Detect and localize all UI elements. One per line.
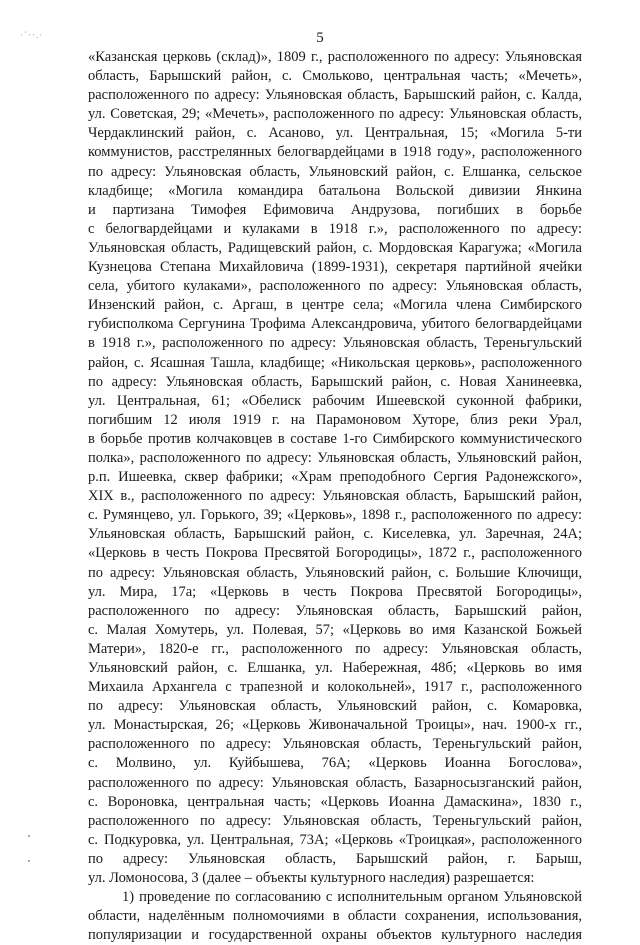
text-line: кладбище; «Могила командира батальона Вольской дивизии Янкина (88, 182, 582, 199)
scan-artifact: ·´··.· (20, 30, 44, 40)
text-line: расположенного по адресу: Ульяновская область, Барышский район, с. Калда, (88, 87, 582, 104)
text-line: ул. Монастырская, 26; «Церковь Живоначальной Троицы», нач. 1900-х гг., (88, 717, 582, 734)
text-line: в 1918 г.», расположенного по адресу: Ульяновская область, Тереньгульский (88, 335, 582, 352)
text-line: по адресу: Ульяновская область, Ульяновский район, с. Большие Ключищи, (88, 564, 582, 581)
text-line: «Церковь в честь Покрова Пресвятой Богородицы», 1872 г., расположенного (88, 545, 582, 562)
text-line: погибшим 12 июля 1919 г. на Парамоновом Хуторе, близ реки Урал, (88, 411, 582, 428)
text-line: ул. Советская, 29; «Мечеть», расположенного по адресу: Ульяновская область, (88, 106, 582, 123)
margin-mark (28, 860, 30, 862)
text-line: полка», расположенного по адресу: Ульяновская область, Ульяновский район, (88, 449, 582, 466)
text-line: в борьбе против колчаковцев в составе 1-го Симбирского коммунистического (88, 430, 582, 447)
text-line: Чердаклинский район, с. Асаново, ул. Центральная, 15; «Могила 5-ти (88, 125, 582, 142)
text-line: р.п. Ишеевка, сквер фабрики; «Храм преподобного Сергия Радонежского», (88, 469, 582, 486)
text-line: Матери», 1820-е гг., расположенного по адресу: Ульяновская область, (88, 640, 582, 657)
text-line: области, наделённым полномочиями в области сохранения, использования, (88, 908, 582, 925)
text-line: расположенного по адресу: Ульяновская область, Тереньгульский район, (88, 736, 582, 753)
text-line: Кузнецова Степана Михайловича (1899-1931), секретаря партийной ячейки (88, 259, 582, 276)
text-line: «Казанская церковь (склад)», 1809 г., расположенного по адресу: Ульяновская (88, 49, 582, 65)
text-line: села, убитого кулаками», расположенного по адресу: Ульяновская область, (88, 278, 582, 295)
text-line: ул. Ломоносова, 3 (далее – объекты культурного наследия) разрешается: (88, 870, 535, 887)
text-line: расположенного по адресу: Ульяновская область, Барышский район, (88, 602, 582, 619)
text-line: Михаила Архангела с трапезной и колокольней», 1917 г., расположенного (88, 679, 582, 696)
margin-mark (28, 835, 30, 837)
text-line: ул. Мира, 17а; «Церковь в честь Покрова Пресвятой Богородицы», (88, 583, 582, 600)
text-line: популяризации и государственной охраны объектов культурного наследия (88, 927, 582, 944)
text-line: ул. Центральная, 61; «Обелиск рабочим Ишеевской суконной фабрики, (88, 392, 582, 409)
text-line: 1) проведение по согласованию с исполнительным органом Ульяновской (122, 889, 582, 906)
text-line: и партизана Тимофея Ефимовича Андрузова, погибших в борьбе (88, 201, 582, 218)
text-line: с. Вороновка, центральная часть; «Церковь Иоанна Дамаскина», 1830 г., (88, 793, 582, 810)
page-number: 5 (316, 30, 324, 46)
text-line: область, Барышский район, с. Смольково, центральная часть; «Мечеть», (88, 68, 582, 85)
text-line: губисполкома Сергунина Трофима Александровича, убитого белогвардейцами (88, 316, 582, 333)
text-line: по адресу: Ульяновская область, Ульяновский район, с. Комаровка, (88, 698, 582, 715)
text-line: Инзенский район, с. Аргаш, в центре села; «Могила члена Симбирского (88, 297, 582, 314)
text-line: с. Румянцево, ул. Горького, 39; «Церковь», 1898 г., расположенного по адресу: (88, 507, 582, 524)
main-paragraph (88, 48, 582, 888)
text-line: по адресу: Ульяновская область, Барышский район, с. Новая Ханинеевка, (88, 373, 582, 390)
text-line: расположенного по адресу: Ульяновская область, Тереньгульский район, (88, 812, 582, 829)
text-line: XIX в., расположенного по адресу: Ульяновская область, Барышский район, (88, 488, 582, 505)
text-line: по адресу: Ульяновская область, Барышский район, г. Барыш, (88, 850, 582, 867)
text-line: с. Подкуровка, ул. Центральная, 73А; «Церковь «Троицкая», расположенного (88, 831, 582, 848)
text-line: с. Малая Хомутерь, ул. Полевая, 57; «Церковь во имя Казанской Божьей (88, 621, 582, 638)
text-line: Ульяновская область, Барышский район, с. Киселевка, ул. Заречная, 24А; (88, 526, 582, 543)
text-line: коммунистов, расстрелянных белогвардейцами в 1918 году», расположенного (88, 144, 582, 161)
text-line: с белогвардейцами и кулаками в 1918 г.», расположенного по адресу: (88, 220, 582, 237)
text-line: Ульяновская область, Радищевский район, с. Мордовская Карагужа; «Могила (88, 239, 582, 256)
text-line: Ульяновский район, с. Елшанка, ул. Набережная, 48б; «Церковь во имя (88, 660, 582, 676)
text-line: расположенного по адресу: Ульяновская область, Базарносызганский район, (88, 774, 582, 791)
text-line: с. Молвино, ул. Куйбышева, 76А; «Церковь Иоанна Богослова», (88, 755, 582, 772)
list-item-1 (88, 888, 582, 945)
text-line: район, с. Ясашная Ташла, кладбище; «Никольская церковь», расположенного (88, 354, 582, 371)
text-line: по адресу: Ульяновская область, Ульяновский район, с. Елшанка, сельское (88, 163, 582, 180)
document-body (88, 48, 582, 945)
